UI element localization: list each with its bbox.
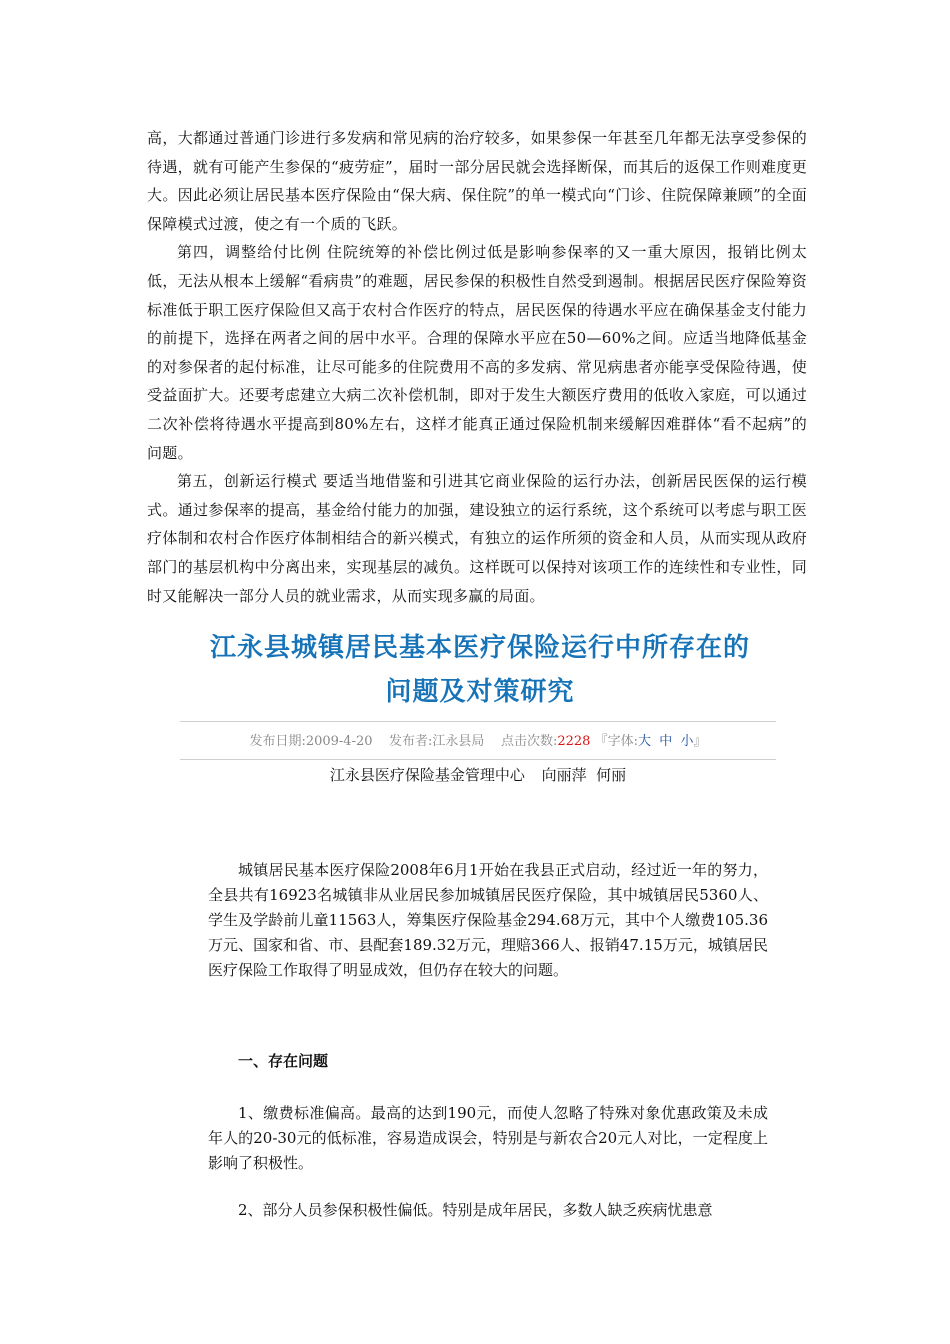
paragraph: 第五，创新运行模式 要适当地借鉴和引进其它商业保险的运行办法，创新居民医保的运行模式。通过参保率的提高，基金给付能力的加强，建设独立的运行系统，这个系统可以考虑与职工医疗体制和农村合作医疗体制相结合的新兴模式，有独立的运作所须的资金和人员，从而实现从政府部门的基层机构中分离出来，实现基层的减负。这样既可以保持对该项工作的连续性和专业性，同时又能解决一部分人员的就业需求，从而实现多赢的局面。	[147, 472, 807, 605]
font-size-small-link[interactable]: 小	[680, 734, 694, 749]
title-line: 问题及对策研究	[385, 677, 575, 707]
hits-label: 点击次数:	[500, 734, 558, 749]
continued-article-text	[147, 124, 807, 610]
publisher: 发布者:江永县局	[389, 734, 485, 749]
item-1	[208, 1101, 768, 1176]
paragraph: 2、部分人员参保积极性偏低。特别是成年居民，多数人缺乏疾病忧患意	[238, 1201, 713, 1219]
item-2	[208, 1198, 768, 1223]
paragraph: 高，大都通过普通门诊进行多发病和常见病的治疗较多，如果参保一年甚至几年都无法享受参保的待遇，就有可能产生参保的“疲劳症”，届时一部分居民就会选择断保，而其后的返保工作则难度更大。因此必须让居民基本医疗保险由“保大病、保住院”的单一模式向“门诊、住院保障兼顾”的全面保障模式过渡，使之有一个质的飞跃。	[147, 129, 807, 233]
font-size-close: 』	[693, 734, 707, 749]
article-title	[150, 626, 810, 714]
paragraph: 第四，调整给付比例 住院统筹的补偿比例过低是影响参保率的又一重大原因，报销比例太低，无法从根本上缓解“看病贵”的难题，居民参保的积极性自然受到遏制。根据居民医疗保险筹资标准低于职工医疗保险但又高于农村合作医疗的特点，居民医保的待遇水平应在确保基金支付能力的前提下，选择在两者之间的居中水平。合理的保障水平应在50—60%之间。应适当地降低基金的对参保者的起付标准，让尽可能多的住院费用不高的多发病、常见病患者亦能享受保险待遇，使受益面扩大。还要考虑建立大病二次补偿机制，即对于发生大额医疗费用的低收入家庭，可以通过二次补偿将待遇水平提高到80%左右，这样才能真正通过保险机制来缓解因难群体“看不起病”的问题。	[147, 243, 807, 462]
hits-count: 2228	[557, 734, 591, 749]
divider	[180, 721, 776, 722]
title-line: 江永县城镇居民基本医疗保险运行中所存在的	[209, 633, 750, 663]
section-heading: 一、存在问题	[238, 1052, 329, 1070]
intro-paragraph	[208, 858, 768, 983]
font-size-open: 『字体:	[594, 734, 638, 749]
divider	[180, 759, 776, 760]
authors: 向丽萍 何丽	[541, 766, 627, 784]
paragraph: 城镇居民基本医疗保险2008年6月1开始在我县正式启动，经过近一年的努力，全县共有16923名城镇非从业居民参加城镇居民医疗保险，其中城镇居民5360人、学生及学龄前儿童11563人，筹集医疗保险基金294.68万元，其中个人缴费105.36万元、国家和省、市、县配套189.32万元，理赔366人、报销47.15万元，城镇居民医疗保险工作取得了明显成效，但仍存在较大的问题。	[208, 861, 768, 979]
font-size-large-link[interactable]: 大	[637, 734, 651, 749]
byline	[180, 764, 776, 785]
publish-date: 发布日期:2009-4-20	[249, 734, 373, 749]
font-size-medium-link[interactable]: 中	[659, 734, 673, 749]
paragraph: 1、缴费标准偏高。最高的达到190元，而使人忽略了特殊对象优惠政策及未成年人的20-30元的低标准，容易造成误会，特别是与新农合20元人对比，一定程度上影响了积极性。	[208, 1104, 768, 1172]
organization: 江永县医疗保险基金管理中心	[329, 766, 525, 784]
article-meta	[180, 730, 776, 749]
